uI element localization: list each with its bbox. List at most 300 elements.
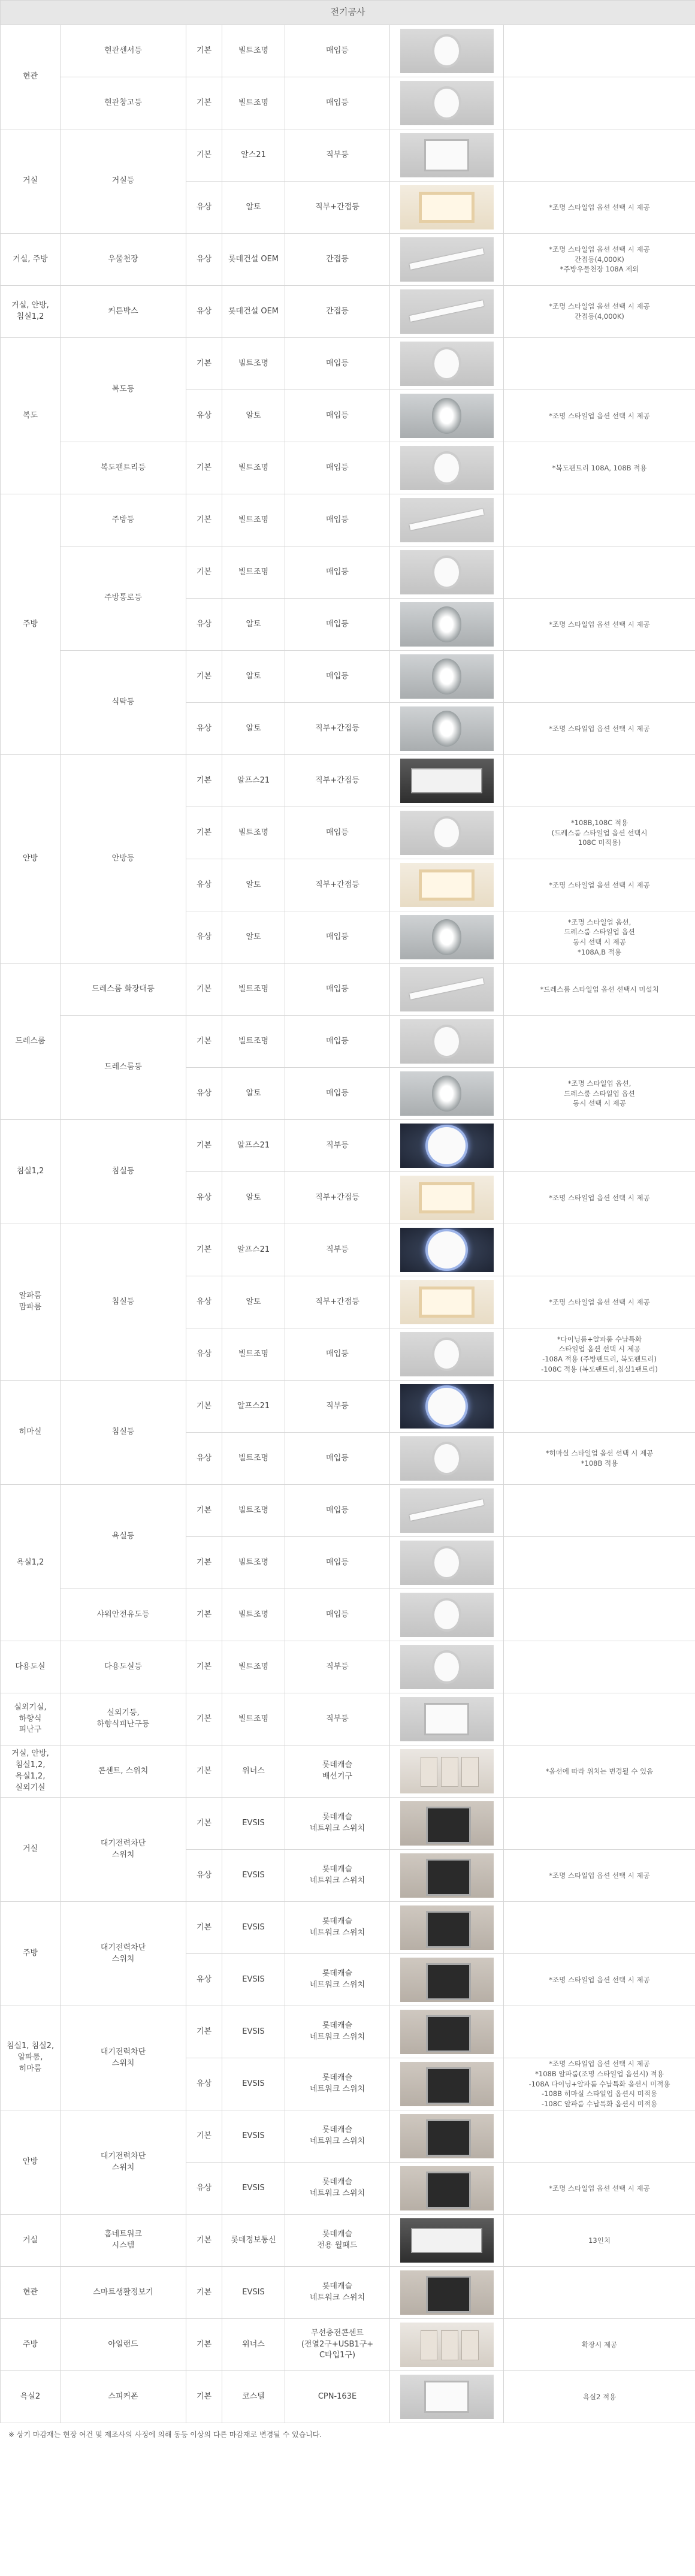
- type-cell: 기본: [186, 77, 222, 129]
- note-cell: *조명 스타일업 옵션 선택 시 제공: [504, 703, 695, 755]
- type-cell: 기본: [186, 1798, 222, 1850]
- ring-light-icon: [400, 1541, 494, 1585]
- item-cell: 주방등: [61, 494, 186, 546]
- type-cell: 기본: [186, 964, 222, 1016]
- spec-cell: 무선충전콘센트 (전열2구+USB1구+ C타입1구): [285, 2319, 390, 2371]
- product-image: [390, 286, 504, 338]
- type-cell: 유상: [186, 1276, 222, 1328]
- item-cell: 샤워안전유도등: [61, 1589, 186, 1641]
- type-cell: 유상: [186, 911, 222, 964]
- room-cell: 침실1, 침실2, 알파룸, 히마룸: [1, 2006, 61, 2110]
- note-cell: *조명 스타일업 옵션, 드레스룸 스타일업 옵션 동시 선택 시 제공: [504, 1068, 695, 1120]
- blue-ring-icon: [400, 1228, 494, 1272]
- maker-cell: 알프스21: [222, 1120, 285, 1172]
- type-cell: 기본: [186, 2267, 222, 2319]
- spec-cell: 직부+간접등: [285, 182, 390, 234]
- blue-ring-icon: [400, 1384, 494, 1429]
- spec-cell: 직부+간접등: [285, 703, 390, 755]
- product-image: [390, 1433, 504, 1485]
- type-cell: 유상: [186, 859, 222, 911]
- ring-light-icon: [400, 1332, 494, 1376]
- square-light-icon: [400, 1697, 494, 1741]
- product-image: [390, 25, 504, 77]
- spec-cell: 롯데캐슬 네트워크 스위치: [285, 2006, 390, 2058]
- spec-cell: 롯데캐슬 전용 월패드: [285, 2215, 390, 2267]
- table-row: [1, 129, 695, 182]
- maker-cell: 빌트조명: [222, 1693, 285, 1745]
- product-image: [390, 859, 504, 911]
- note-cell: [504, 1589, 695, 1641]
- product-image: [390, 2267, 504, 2319]
- note-cell: [504, 1693, 695, 1745]
- type-cell: 유상: [186, 2058, 222, 2110]
- spec-cell: 매입등: [285, 25, 390, 77]
- maker-cell: 빌트조명: [222, 442, 285, 494]
- maker-cell: EVSIS: [222, 1850, 285, 1902]
- room-cell: 거실: [1, 1798, 61, 1902]
- spec-cell: 롯데캐슬 네트워크 스위치: [285, 2058, 390, 2110]
- type-cell: 기본: [186, 2371, 222, 2423]
- spec-cell: 매입등: [285, 1433, 390, 1485]
- type-cell: 기본: [186, 755, 222, 807]
- network-switch-icon: [400, 2062, 494, 2106]
- note-cell: *조명 스타일업 옵션 선택 시 제공: [504, 1276, 695, 1328]
- note-cell: *조명 스타일업 옵션 선택 시 제공: [504, 1954, 695, 2006]
- note-cell: [504, 25, 695, 77]
- spec-cell: 매입등: [285, 1068, 390, 1120]
- type-cell: 유상: [186, 1172, 222, 1224]
- note-cell: [504, 1641, 695, 1693]
- room-cell: 주방: [1, 494, 61, 755]
- type-cell: 기본: [186, 2110, 222, 2163]
- note-cell: [504, 651, 695, 703]
- product-image: [390, 807, 504, 859]
- product-image: [390, 651, 504, 703]
- maker-cell: EVSIS: [222, 2006, 285, 2058]
- metal-downlight-icon: [400, 654, 494, 699]
- product-image: [390, 1589, 504, 1641]
- line-light-icon: [400, 498, 494, 542]
- type-cell: 기본: [186, 1589, 222, 1641]
- product-image: [390, 1328, 504, 1381]
- maker-cell: 롯데정보통신: [222, 2215, 285, 2267]
- item-cell: 대기전력차단 스위치: [61, 1798, 186, 1902]
- product-image: [390, 2371, 504, 2423]
- product-image: [390, 234, 504, 286]
- note-cell: [504, 1016, 695, 1068]
- type-cell: 기본: [186, 494, 222, 546]
- note-cell: 13인치: [504, 2215, 695, 2267]
- item-cell: 드레스룸 화장대등: [61, 964, 186, 1016]
- maker-cell: 알토: [222, 651, 285, 703]
- spec-cell: 롯데캐슬 배선기구: [285, 1745, 390, 1798]
- item-cell: 현관센서등: [61, 25, 186, 77]
- metal-downlight-icon: [400, 915, 494, 959]
- maker-cell: 빌트조명: [222, 546, 285, 599]
- maker-cell: 알토: [222, 859, 285, 911]
- note-cell: [504, 77, 695, 129]
- table-row: [1, 286, 695, 338]
- note-cell: *조명 스타일업 옵션 선택 시 제공 간접등(4,000K) *주방우물천장 108A 제외: [504, 234, 695, 286]
- table-title: 전기공사: [1, 1, 695, 25]
- product-image: [390, 1798, 504, 1850]
- table-row: [1, 1485, 695, 1537]
- table-row: [1, 1798, 695, 1850]
- spec-cell: 매입등: [285, 494, 390, 546]
- type-cell: 기본: [186, 1693, 222, 1745]
- item-cell: 스피커폰: [61, 2371, 186, 2423]
- note-cell: *조명 스타일업 옵션 선택 시 제공: [504, 390, 695, 442]
- downlight-icon: [400, 811, 494, 855]
- product-image: [390, 1016, 504, 1068]
- room-cell: 히마실: [1, 1381, 61, 1485]
- room-cell: 안방: [1, 2110, 61, 2215]
- item-cell: 복도등: [61, 338, 186, 442]
- table-row: [1, 964, 695, 1016]
- spec-cell: 직부+간접등: [285, 859, 390, 911]
- product-image: [390, 129, 504, 182]
- table-row: [1, 2371, 695, 2423]
- warm-panel-icon: [400, 1280, 494, 1324]
- note-cell: [504, 1381, 695, 1433]
- type-cell: 기본: [186, 2319, 222, 2371]
- room-cell: 거실, 안방, 침실1,2, 욕실1,2, 실외기실: [1, 1745, 61, 1798]
- spec-cell: 매입등: [285, 1016, 390, 1068]
- room-cell: 침실1,2: [1, 1120, 61, 1224]
- maker-cell: 위너스: [222, 1745, 285, 1798]
- note-cell: [504, 129, 695, 182]
- maker-cell: 알프스21: [222, 1224, 285, 1276]
- room-cell: 거실: [1, 2215, 61, 2267]
- product-image: [390, 964, 504, 1016]
- note-cell: *히마실 스타일업 옵션 선택 시 제공 *108B 적용: [504, 1433, 695, 1485]
- type-cell: 기본: [186, 338, 222, 390]
- type-cell: 기본: [186, 1537, 222, 1589]
- note-cell: *조명 스타일업 옵션 선택 시 제공 *108B 알파룸(조명 스타일업 옵션시) 적용 -108A 다이닝+알파룸 수납특화 옵션시 미적용 -108B 히마실 스타일업 옵션시 미적용 -108C 알파룸 수납특화 옵션시 미적용: [504, 2058, 695, 2110]
- product-image: [390, 1693, 504, 1745]
- flat-panel-icon: [400, 133, 494, 177]
- room-cell: 현관: [1, 2267, 61, 2319]
- type-cell: 기본: [186, 1224, 222, 1276]
- item-cell: 거실등: [61, 129, 186, 234]
- spec-cell: 직부등: [285, 1120, 390, 1172]
- table-row: [1, 494, 695, 546]
- type-cell: 유상: [186, 703, 222, 755]
- spec-cell: 간접등: [285, 286, 390, 338]
- note-cell: [504, 2110, 695, 2163]
- room-cell: 욕실2: [1, 2371, 61, 2423]
- type-cell: 기본: [186, 1120, 222, 1172]
- spec-cell: 매입등: [285, 807, 390, 859]
- product-image: [390, 182, 504, 234]
- table-body: [1, 25, 695, 2423]
- ring-light-icon: [400, 1436, 494, 1481]
- maker-cell: 알토: [222, 390, 285, 442]
- product-image: [390, 1172, 504, 1224]
- table-row: [1, 1693, 695, 1745]
- table-row: [1, 1224, 695, 1276]
- spec-cell: CPN-163E: [285, 2371, 390, 2423]
- spec-cell: 롯데캐슬 네트워크 스위치: [285, 1798, 390, 1850]
- note-cell: [504, 2267, 695, 2319]
- line-light-icon: [400, 967, 494, 1011]
- network-switch-icon: [400, 2114, 494, 2158]
- table-row: [1, 234, 695, 286]
- product-image: [390, 1902, 504, 1954]
- maker-cell: 빌트조명: [222, 1589, 285, 1641]
- product-image: [390, 494, 504, 546]
- note-cell: *조명 스타일업 옵션 선택 시 제공: [504, 182, 695, 234]
- table-row: [1, 1120, 695, 1172]
- product-image: [390, 2110, 504, 2163]
- table-row: [1, 546, 695, 599]
- type-cell: 기본: [186, 1745, 222, 1798]
- spec-cell: 롯데캐슬 네트워크 스위치: [285, 2267, 390, 2319]
- table-row: [1, 25, 695, 77]
- spec-cell: 매입등: [285, 1537, 390, 1589]
- item-cell: 식탁등: [61, 651, 186, 755]
- type-cell: 기본: [186, 807, 222, 859]
- item-cell: 다용도실등: [61, 1641, 186, 1693]
- type-cell: 유상: [186, 2163, 222, 2215]
- downlight-icon: [400, 29, 494, 73]
- maker-cell: 빌트조명: [222, 1537, 285, 1589]
- product-image: [390, 1120, 504, 1172]
- spec-cell: 매입등: [285, 338, 390, 390]
- metal-downlight-icon: [400, 602, 494, 647]
- maker-cell: EVSIS: [222, 1954, 285, 2006]
- product-image: [390, 1276, 504, 1328]
- product-image: [390, 1224, 504, 1276]
- product-image: [390, 1745, 504, 1798]
- line-light-icon: [400, 1488, 494, 1533]
- spec-cell: 직부+간접등: [285, 1172, 390, 1224]
- product-image: [390, 1641, 504, 1693]
- product-image: [390, 911, 504, 964]
- speakerphone-icon: [400, 2375, 494, 2419]
- type-cell: 기본: [186, 129, 222, 182]
- type-cell: 기본: [186, 1902, 222, 1954]
- note-cell: [504, 2006, 695, 2058]
- item-cell: 침실등: [61, 1224, 186, 1381]
- maker-cell: 알토: [222, 182, 285, 234]
- network-switch-icon: [400, 2270, 494, 2315]
- maker-cell: 알토: [222, 703, 285, 755]
- wallpad-icon: [400, 2218, 494, 2263]
- table-row: [1, 651, 695, 703]
- table-row: [1, 2006, 695, 2058]
- warm-panel-icon: [400, 185, 494, 229]
- spec-cell: 매입등: [285, 546, 390, 599]
- item-cell: 콘센트, 스위치: [61, 1745, 186, 1798]
- note-cell: [504, 1902, 695, 1954]
- note-cell: *조명 스타일업 옵션 선택 시 제공: [504, 2163, 695, 2215]
- product-image: [390, 390, 504, 442]
- room-cell: 복도: [1, 338, 61, 494]
- item-cell: 현관창고등: [61, 77, 186, 129]
- downlight-icon: [400, 342, 494, 386]
- metal-downlight-icon: [400, 1071, 494, 1116]
- maker-cell: 빌트조명: [222, 77, 285, 129]
- maker-cell: 빌트조명: [222, 1641, 285, 1693]
- item-cell: 커튼박스: [61, 286, 186, 338]
- type-cell: 기본: [186, 546, 222, 599]
- maker-cell: EVSIS: [222, 2163, 285, 2215]
- note-cell: [504, 1537, 695, 1589]
- note-cell: *조명 스타일업 옵션, 드레스룸 스타일업 옵션 동시 선택 시 제공 *108A,B 적용: [504, 911, 695, 964]
- product-image: [390, 338, 504, 390]
- note-cell: [504, 546, 695, 599]
- product-image: [390, 1381, 504, 1433]
- note-cell: 확장시 제공: [504, 2319, 695, 2371]
- warm-panel-icon: [400, 863, 494, 907]
- product-image: [390, 546, 504, 599]
- spec-cell: 매입등: [285, 1589, 390, 1641]
- note-cell: *드레스룸 스타일업 옵션 선택시 미설치: [504, 964, 695, 1016]
- product-image: [390, 2058, 504, 2110]
- type-cell: 유상: [186, 390, 222, 442]
- maker-cell: EVSIS: [222, 1902, 285, 1954]
- note-cell: *옵션에 따라 위치는 변경될 수 있음: [504, 1745, 695, 1798]
- table-row: [1, 338, 695, 390]
- item-cell: 아일랜드: [61, 2319, 186, 2371]
- maker-cell: 알토: [222, 599, 285, 651]
- maker-cell: 알토: [222, 911, 285, 964]
- network-switch-icon: [400, 1801, 494, 1846]
- spec-cell: 직부등: [285, 1641, 390, 1693]
- table-row: [1, 442, 695, 494]
- footer-note: ※ 상기 마감재는 현장 여건 및 제조사의 사정에 의해 동등 이상의 다른 마감재로 변경될 수 있습니다.: [8, 2430, 322, 2439]
- note-cell: *조명 스타일업 옵션 선택 시 제공 간접등(4,000K): [504, 286, 695, 338]
- table-row: [1, 1381, 695, 1433]
- maker-cell: 코스텔: [222, 2371, 285, 2423]
- table-row: [1, 2110, 695, 2163]
- type-cell: 기본: [186, 25, 222, 77]
- item-cell: 실외기등, 하향식피난구등: [61, 1693, 186, 1745]
- maker-cell: EVSIS: [222, 2267, 285, 2319]
- network-switch-icon: [400, 2166, 494, 2210]
- table-row: [1, 2215, 695, 2267]
- spec-cell: 롯데캐슬 네트워크 스위치: [285, 1850, 390, 1902]
- room-cell: 안방: [1, 755, 61, 964]
- spec-cell: 매입등: [285, 651, 390, 703]
- maker-cell: EVSIS: [222, 1798, 285, 1850]
- note-cell: *조명 스타일업 옵션 선택 시 제공: [504, 859, 695, 911]
- maker-cell: 빌트조명: [222, 807, 285, 859]
- note-cell: [504, 1798, 695, 1850]
- product-image: [390, 442, 504, 494]
- maker-cell: 위너스: [222, 2319, 285, 2371]
- note-cell: [504, 1224, 695, 1276]
- maker-cell: EVSIS: [222, 2058, 285, 2110]
- maker-cell: 빌트조명: [222, 1328, 285, 1381]
- downlight-icon: [400, 1645, 494, 1689]
- room-cell: 주방: [1, 1902, 61, 2006]
- switch-set-icon: [400, 1749, 494, 1793]
- downlight-icon: [400, 550, 494, 594]
- item-cell: 복도팬트리등: [61, 442, 186, 494]
- item-cell: 우물천장: [61, 234, 186, 286]
- warm-panel-icon: [400, 1176, 494, 1220]
- downlight-icon: [400, 1593, 494, 1637]
- note-cell: *조명 스타일업 옵션 선택 시 제공: [504, 599, 695, 651]
- table-row: [1, 1589, 695, 1641]
- item-cell: 대기전력차단 스위치: [61, 2110, 186, 2215]
- product-image: [390, 703, 504, 755]
- item-cell: 욕실등: [61, 1485, 186, 1589]
- outlet-icon: [400, 2323, 494, 2367]
- product-image: [390, 1068, 504, 1120]
- spec-cell: 롯데캐슬 네트워크 스위치: [285, 2110, 390, 2163]
- maker-cell: 빌트조명: [222, 964, 285, 1016]
- note-cell: [504, 1485, 695, 1537]
- maker-cell: 롯데건설 OEM: [222, 234, 285, 286]
- type-cell: 기본: [186, 2215, 222, 2267]
- item-cell: 대기전력차단 스위치: [61, 1902, 186, 2006]
- spec-cell: 매입등: [285, 911, 390, 964]
- type-cell: 유상: [186, 234, 222, 286]
- item-cell: 침실등: [61, 1381, 186, 1485]
- type-cell: 유상: [186, 599, 222, 651]
- maker-cell: EVSIS: [222, 2110, 285, 2163]
- room-cell: 거실, 주방: [1, 234, 61, 286]
- room-cell: 드레스룸: [1, 964, 61, 1120]
- type-cell: 유상: [186, 1068, 222, 1120]
- item-cell: 침실등: [61, 1120, 186, 1224]
- type-cell: 기본: [186, 1485, 222, 1537]
- table-row: [1, 2319, 695, 2371]
- product-image: [390, 599, 504, 651]
- spec-cell: 매입등: [285, 77, 390, 129]
- room-cell: 거실, 안방, 침실1,2: [1, 286, 61, 338]
- product-image: [390, 2215, 504, 2267]
- table-row: [1, 1902, 695, 1954]
- room-cell: 현관: [1, 25, 61, 129]
- maker-cell: 빌트조명: [222, 25, 285, 77]
- maker-cell: 빌트조명: [222, 338, 285, 390]
- maker-cell: 알토: [222, 1068, 285, 1120]
- item-cell: 홈네트워크 시스템: [61, 2215, 186, 2267]
- item-cell: 대기전력차단 스위치: [61, 2006, 186, 2110]
- maker-cell: 빌트조명: [222, 1433, 285, 1485]
- type-cell: 기본: [186, 442, 222, 494]
- spec-cell: 매입등: [285, 442, 390, 494]
- table-row: [1, 1641, 695, 1693]
- line-light-icon: [400, 289, 494, 334]
- network-switch-icon: [400, 1958, 494, 2002]
- maker-cell: 알토: [222, 1172, 285, 1224]
- note-cell: *조명 스타일업 옵션 선택 시 제공: [504, 1172, 695, 1224]
- spec-cell: 직부+간접등: [285, 1276, 390, 1328]
- table-row: [1, 755, 695, 807]
- note-cell: *조명 스타일업 옵션 선택 시 제공: [504, 1850, 695, 1902]
- room-cell: 알파룸 맘파룸: [1, 1224, 61, 1381]
- spec-cell: 간접등: [285, 234, 390, 286]
- type-cell: 유상: [186, 1328, 222, 1381]
- room-cell: 실외기실, 하향식 피난구: [1, 1693, 61, 1745]
- line-light-icon: [400, 237, 494, 282]
- note-cell: *다이닝룸+알파룸 수납특화 스타일업 옵션 선택 시 제공 -108A 적용 (주방팬트리, 복도팬트리) -108C 적용 (복도팬트리,침실1팬트리): [504, 1328, 695, 1381]
- spec-cell: 직부등: [285, 1693, 390, 1745]
- note-cell: 욕실2 적용: [504, 2371, 695, 2423]
- spec-cell: 직부+간접등: [285, 755, 390, 807]
- maker-cell: 알스21: [222, 129, 285, 182]
- downlight-icon: [400, 81, 494, 125]
- type-cell: 기본: [186, 2006, 222, 2058]
- type-cell: 유상: [186, 286, 222, 338]
- type-cell: 기본: [186, 1381, 222, 1433]
- note-cell: [504, 755, 695, 807]
